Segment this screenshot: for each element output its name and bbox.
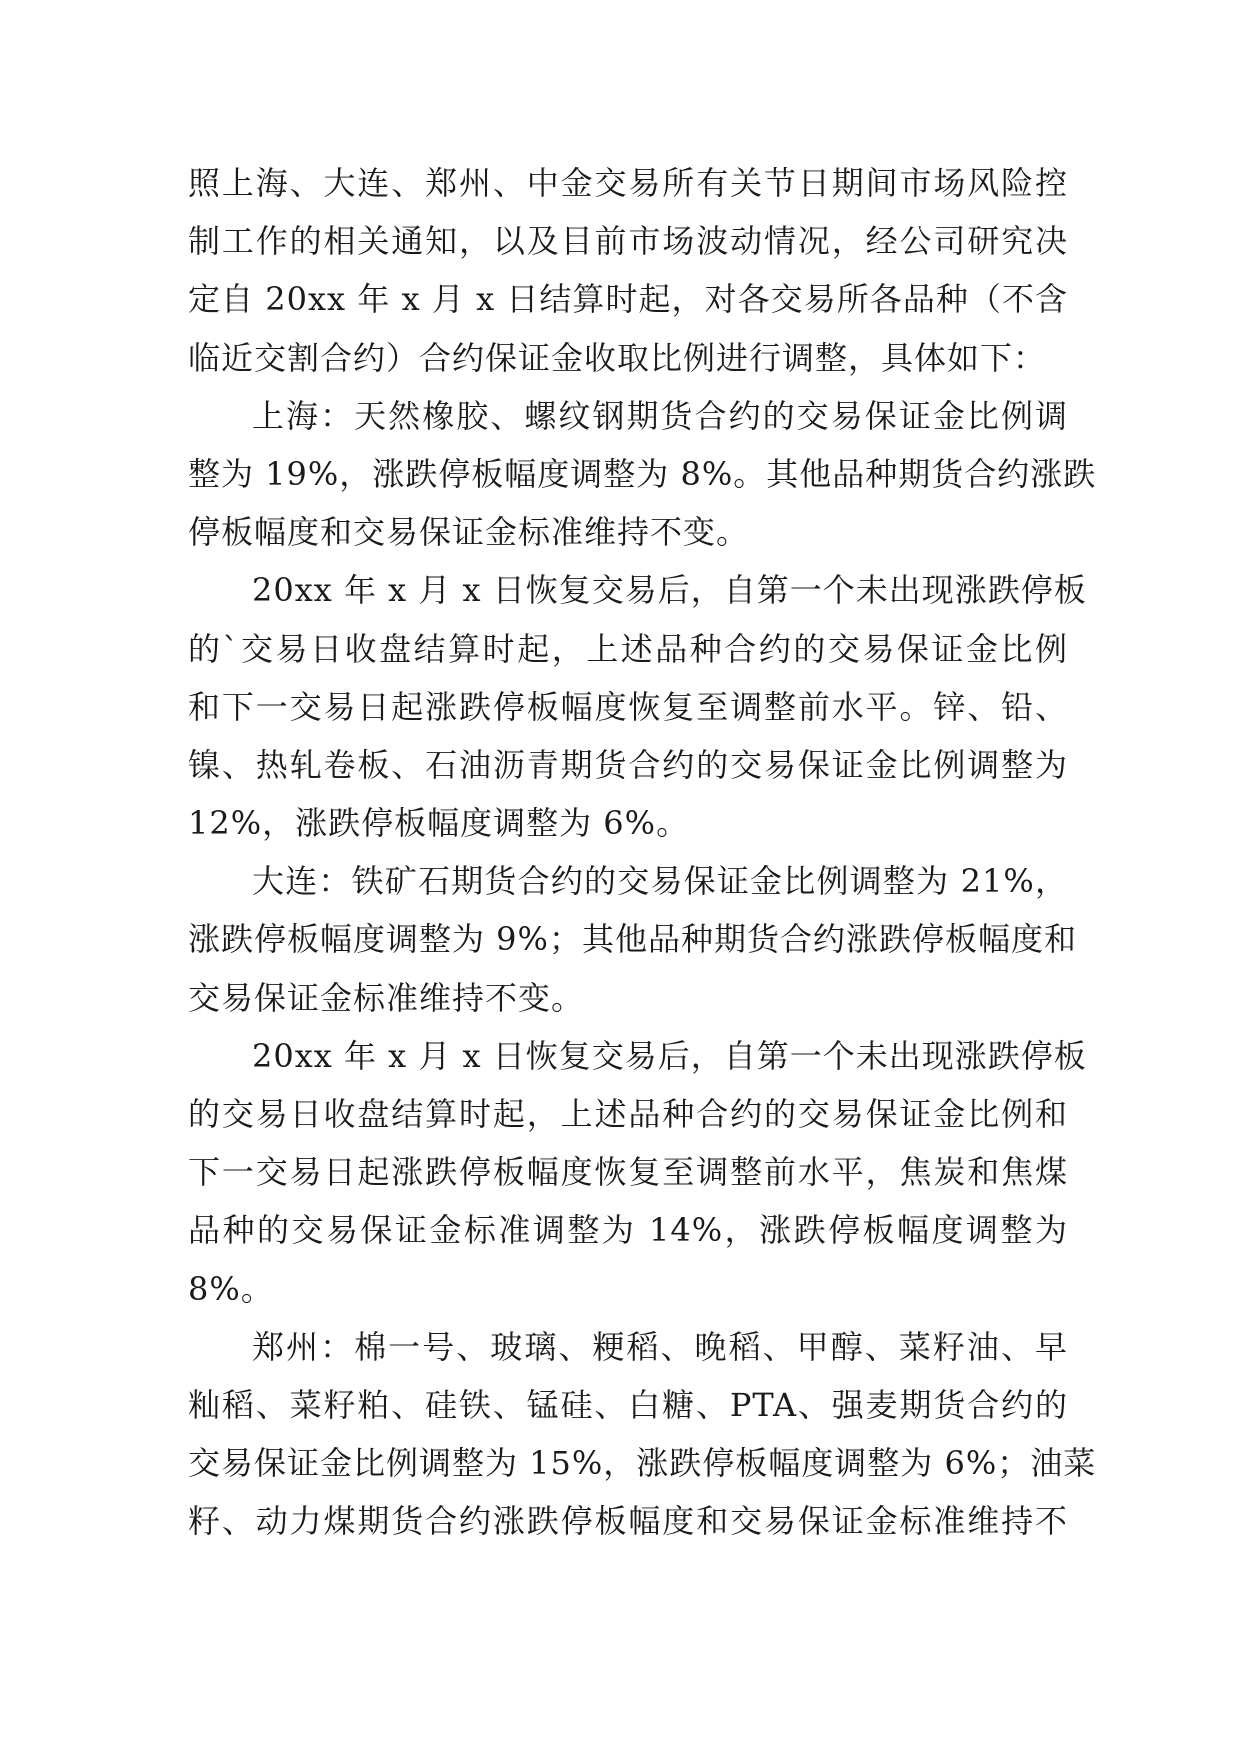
text-line: 20xx 年 x 月 x 日恢复交易后，自第一个未出现涨跌停板 bbox=[252, 1036, 1087, 1075]
text-line: 的`交易日收盘结算时起，上述品种合约的交易保证金比例 bbox=[188, 629, 1068, 668]
text-line: 镍、热轧卷板、石油沥青期货合约的交易保证金比例调整为 bbox=[188, 745, 1068, 784]
document-body bbox=[188, 163, 1097, 1560]
text-line: 制工作的相关通知，以及目前市场波动情况，经公司研究决 bbox=[188, 222, 1068, 261]
text-line: 交易保证金标准维持不变。 bbox=[188, 978, 585, 1017]
text-line: 8%。 bbox=[188, 1269, 274, 1308]
text-line: 涨跌停板幅度调整为 9%；其他品种期货合约涨跌停板幅度和 bbox=[188, 920, 1077, 959]
text-line: 临近交割合约）合约保证金收取比例进行调整，具体如下： bbox=[188, 338, 1047, 377]
text-line: 交易保证金比例调整为 15%，涨跌停板幅度调整为 6%；油菜 bbox=[188, 1444, 1097, 1483]
text-line: 和下一交易日起涨跌停板幅度恢复至调整前水平。锌、铅、 bbox=[188, 687, 1068, 726]
text-line: 停板幅度和交易保证金标准维持不变。 bbox=[188, 513, 750, 552]
text-line: 品种的交易保证金标准调整为 14%，涨跌停板幅度调整为 bbox=[188, 1211, 1068, 1250]
text-line: 的交易日收盘结算时起，上述品种合约的交易保证金比例和 bbox=[188, 1095, 1068, 1133]
text-line: 20xx 年 x 月 x 日恢复交易后，自第一个未出现涨跌停板 bbox=[252, 571, 1087, 610]
text-line: 郑州：棉一号、玻璃、粳稻、晚稻、甲醇、菜籽油、早 bbox=[252, 1327, 1068, 1366]
text-line: 照上海、大连、郑州、中金交易所有关节日期间市场风险控 bbox=[188, 164, 1068, 202]
text-line: 定自 20xx 年 x 月 x 日结算时起，对各交易所各品种（不含 bbox=[188, 280, 1068, 319]
text-line: 整为 19%，涨跌停板幅度调整为 8%。其他品种期货合约涨跌 bbox=[188, 454, 1097, 493]
text-line: 下一交易日起涨跌停板幅度恢复至调整前水平，焦炭和焦煤 bbox=[188, 1153, 1068, 1192]
text-line: 大连：铁矿石期货合约的交易保证金比例调整为 21%， bbox=[252, 862, 1068, 901]
text-line: 12%，涨跌停板幅度调整为 6%。 bbox=[188, 804, 690, 843]
text-line: 籼稻、菜籽粕、硅铁、锰硅、白糖、PTA、强麦期货合约的 bbox=[188, 1385, 1068, 1424]
text-line: 籽、动力煤期货合约涨跌停板幅度和交易保证金标准维持不 bbox=[188, 1502, 1068, 1541]
text-line: 上海：天然橡胶、螺纹钢期货合约的交易保证金比例调 bbox=[252, 396, 1068, 435]
